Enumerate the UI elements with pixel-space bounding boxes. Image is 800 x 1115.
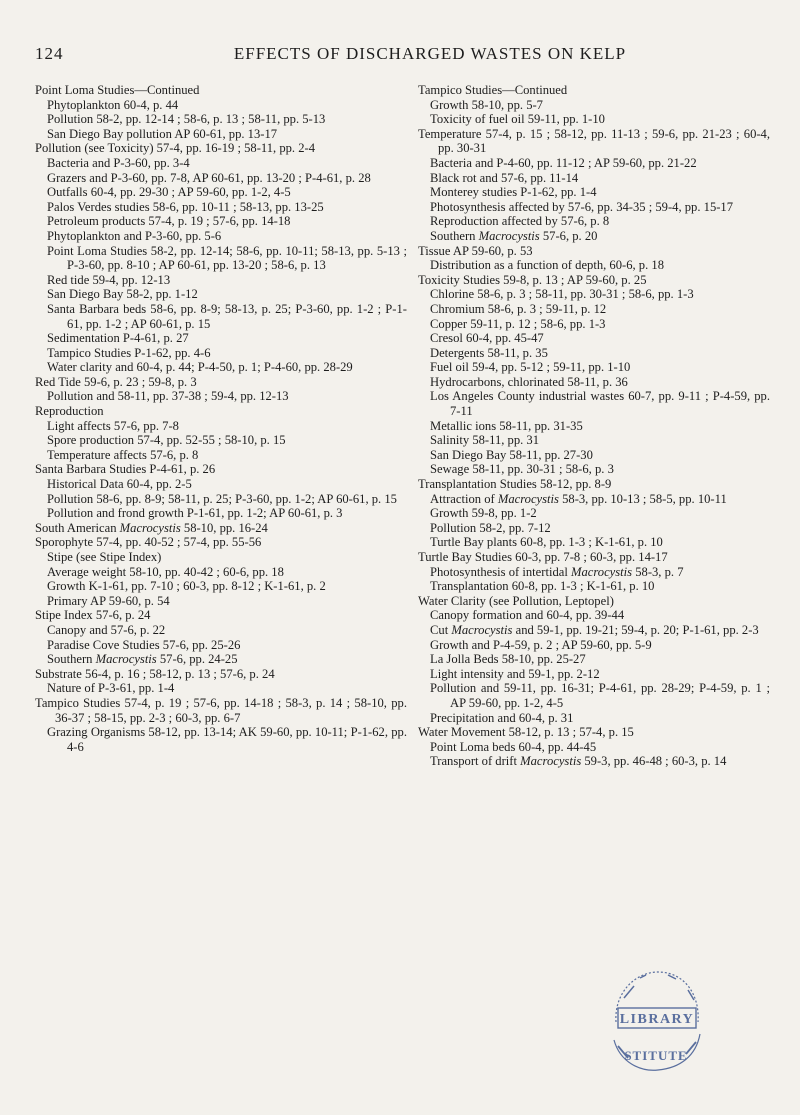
index-subentry: Nature of P-3-61, pp. 1-4 [47,681,175,696]
index-subentry: Bacteria and P-3-60, pp. 3-4 [47,155,190,170]
index-subentry: Chlorine 58-6, p. 3 ; 58-11, pp. 30-31 ; 58-6, pp. 1-3 [430,287,694,302]
index-entry: Sporophyte 57-4, pp. 40-52 ; 57-4, pp. 55-56 [35,535,262,550]
index-column-left [35,83,407,754]
index-subentry: Light intensity and 59-1, pp. 2-12 [430,666,600,681]
index-subentry: Point Loma beds 60-4, pp. 44-45 [430,739,597,754]
index-subentry: Sedimentation P-4-61, p. 27 [47,331,189,346]
index-entry: Water Clarity (see Pollution, Leptopel) [418,593,614,608]
index-entry: Tampico Studies 57-4, p. 19 ; 57-6, pp. 14-18 ; 58-3, p. 14 ; 58-10, pp. 36-37 ; 58-15, pp. 2-3 ; 60-3, pp. 6-7 [35,695,407,725]
library-stamp-icon [596,962,714,1080]
index-subentry: Petroleum products 57-4, p. 19 ; 57-6, pp. 14-18 [47,214,291,229]
index-entry: Pollution (see Toxicity) 57-4, pp. 16-19 ; 58-11, pp. 2-4 [35,141,316,156]
index-subentry: San Diego Bay 58-11, pp. 27-30 [430,447,593,462]
index-entry: Red Tide 59-6, p. 23 ; 59-8, p. 3 [35,374,197,389]
index-subentry: Cresol 60-4, pp. 45-47 [430,331,544,346]
index-subentry: Fuel oil 59-4, pp. 5-12 ; 59-11, pp. 1-10 [430,360,631,375]
index-subentry: Metallic ions 58-11, pp. 31-35 [430,418,583,433]
index-entry: Stipe Index 57-6, p. 24 [35,608,151,623]
index-subentry: Primary AP 59-60, p. 54 [47,593,170,608]
index-entry: Turtle Bay Studies 60-3, pp. 7-8 ; 60-3, pp. 14-17 [418,550,668,564]
stamp-bottom-text: STITUTE [624,1048,688,1063]
index-subentry: Tampico Studies P-1-62, pp. 4-6 [47,345,211,360]
running-title: EFFECTS OF DISCHARGED WASTES ON KELP [233,44,627,63]
index-subentry: Detergents 58-11, p. 35 [430,345,548,360]
index-subentry: Turtle Bay plants 60-8, pp. 1-3 ; K-1-61, p. 10 [430,535,663,550]
index-subentry: Los Angeles County industrial wastes 60-7, pp. 9-11 ; P-4-59, pp. 7-11 [430,389,770,419]
index-subentry: Toxicity of fuel oil 59-11, pp. 1-10 [430,112,605,127]
index-entry: Water Movement 58-12, p. 13 ; 57-4, p. 15 [418,725,634,740]
index-subentry: Copper 59-11, p. 12 ; 58-6, pp. 1-3 [430,316,606,331]
index-subentry: Water clarity and 60-4, p. 44; P-4-50, p. 1; P-4-60, pp. 28-29 [47,360,353,375]
page-header [35,44,765,68]
index-subentry: Palos Verdes studies 58-6, pp. 10-11 ; 58-13, pp. 13-25 [47,199,324,214]
index-subentry: Phytoplankton 60-4, p. 44 [47,97,179,112]
index-subentry: Historical Data 60-4, pp. 2-5 [47,477,192,492]
index-subentry: Hydrocarbons, chlorinated 58-11, p. 36 [430,374,628,389]
index-subentry: Temperature affects 57-6, p. 8 [47,447,199,462]
index-subentry: Pollution and 59-11, pp. 16-31; P-4-61, pp. 28-29; P-4-59, p. 1 ; AP 59-60, pp. 1-2, 4-5 [430,681,770,710]
index-subentry: Paradise Cove Studies 57-6, pp. 25-26 [47,637,241,652]
index-subentry: Precipitation and 60-4, p. 31 [430,710,574,725]
index-entry: Toxicity Studies 59-8, p. 13 ; AP 59-60, p. 25 [418,272,647,287]
index-column-right [418,83,770,769]
index-subentry: Black rot and 57-6, pp. 11-14 [430,170,579,185]
index-subentry: Stipe (see Stipe Index) [47,550,162,564]
index-entry: Santa Barbara Studies P-4-61, p. 26 [35,462,216,477]
index-subentry: Cut Macrocystis and 59-1, pp. 19-21; 59-4, p. 20; P-1-61, pp. 2-3 [430,622,759,637]
index-subentry: Grazing Organisms 58-12, pp. 13-14; AK 59-60, pp. 10-11; P-1-62, pp. 4-6 [47,725,407,754]
index-subentry: Santa Barbara beds 58-6, pp. 8-9; 58-13, p. 25; P-3-60, pp. 1-2 ; P-1-61, pp. 1-2 ; AP 60-61, p. 15 [47,301,407,331]
index-subentry: Phytoplankton and P-3-60, pp. 5-6 [47,228,222,243]
index-subentry: Reproduction affected by 57-6, p. 8 [430,214,610,229]
page-number: 124 [35,44,64,63]
index-subentry: Transport of drift Macrocystis 59-3, pp. 46-48 ; 60-3, p. 14 [430,754,727,769]
index-subentry: Transplantation 60-8, pp. 1-3 ; K-1-61, p. 10 [430,579,655,594]
index-subentry: Canopy and 57-6, p. 22 [47,622,166,637]
index-entry: Substrate 56-4, p. 16 ; 58-12, p. 13 ; 57-6, p. 24 [35,666,275,681]
index-subentry: La Jolla Beds 58-10, pp. 25-27 [430,652,586,667]
index-subentry: Point Loma Studies 58-2, pp. 12-14; 58-6, pp. 10-11; 58-13, pp. 5-13 ; P-3-60, pp. 8-10 ; AP 60-61, pp. 13-20 ; 58-6, p. 13 [47,243,407,273]
index-subentry: Chromium 58-6, p. 3 ; 59-11, p. 12 [430,301,607,316]
index-subentry: Pollution 58-6, pp. 8-9; 58-11, p. 25; P-3-60, pp. 1-2; AP 60-61, p. 15 [47,491,397,506]
index-subentry: Attraction of Macrocystis 58-3, pp. 10-13 ; 58-5, pp. 10-11 [430,491,727,506]
index-subentry: Sewage 58-11, pp. 30-31 ; 58-6, p. 3 [430,462,614,477]
index-subentry: Outfalls 60-4, pp. 29-30 ; AP 59-60, pp. 1-2, 4-5 [47,185,291,200]
index-subentry: Grazers and P-3-60, pp. 7-8, AP 60-61, pp. 13-20 ; P-4-61, p. 28 [47,170,371,185]
index-subentry: Growth 59-8, pp. 1-2 [430,506,537,521]
index-entry: South American Macrocystis 58-10, pp. 16-24 [35,520,268,535]
index-subentry: Light affects 57-6, pp. 7-8 [47,418,179,433]
index-subentry: Photosynthesis affected by 57-6, pp. 34-35 ; 59-4, pp. 15-17 [430,199,734,214]
index-subentry: Southern Macrocystis 57-6, pp. 24-25 [47,652,238,667]
index-entry: Point Loma Studies—Continued [35,83,200,97]
index-subentry: San Diego Bay pollution AP 60-61, pp. 13-17 [47,126,278,141]
index-entry: Tissue AP 59-60, p. 53 [418,243,533,258]
index-subentry: Southern Macrocystis 57-6, p. 20 [430,228,598,243]
index-entry: Transplantation Studies 58-12, pp. 8-9 [418,477,612,492]
index-subentry: Monterey studies P-1-62, pp. 1-4 [430,185,597,200]
index-subentry: Pollution 58-2, pp. 7-12 [430,520,551,535]
index-subentry: Spore production 57-4, pp. 52-55 ; 58-10, p. 15 [47,433,286,448]
index-subentry: Growth K-1-61, pp. 7-10 ; 60-3, pp. 8-12 ; K-1-61, p. 2 [47,579,326,594]
index-subentry: Growth 58-10, pp. 5-7 [430,97,543,112]
index-subentry: San Diego Bay 58-2, pp. 1-12 [47,287,198,302]
index-subentry: Pollution and frond growth P-1-61, pp. 1-2; AP 60-61, p. 3 [47,506,343,521]
index-subentry: Salinity 58-11, pp. 31 [430,433,540,448]
index-subentry: Photosynthesis of intertidal Macrocystis 58-3, p. 7 [430,564,684,579]
index-subentry: Growth and P-4-59, p. 2 ; AP 59-60, pp. 5-9 [430,637,652,652]
index-subentry: Average weight 58-10, pp. 40-42 ; 60-6, pp. 18 [47,564,284,579]
index-subentry: Red tide 59-4, pp. 12-13 [47,272,171,287]
index-entry: Tampico Studies—Continued [418,83,568,97]
index-subentry: Distribution as a function of depth, 60-6, p. 18 [430,258,664,273]
index-entry: Reproduction [35,404,104,419]
index-subentry: Pollution and 58-11, pp. 37-38 ; 59-4, pp. 12-13 [47,389,289,404]
index-subentry: Canopy formation and 60-4, pp. 39-44 [430,608,625,623]
index-entry: Temperature 57-4, p. 15 ; 58-12, pp. 11-13 ; 59-6, pp. 21-23 ; 60-4, pp. 30-31 [418,126,770,156]
index-subentry: Bacteria and P-4-60, pp. 11-12 ; AP 59-60, pp. 21-22 [430,155,697,170]
stamp-top-text: LIBRARY [619,1012,695,1027]
index-subentry: Pollution 58-2, pp. 12-14 ; 58-6, p. 13 ; 58-11, pp. 5-13 [47,112,326,127]
